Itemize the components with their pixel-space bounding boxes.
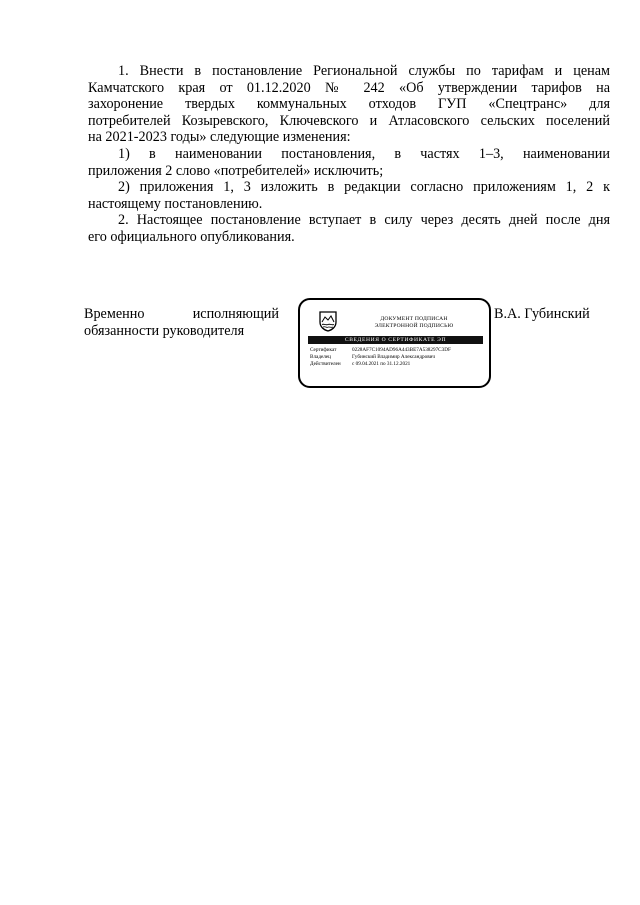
- stamp-row-key: Владелец: [310, 354, 331, 361]
- stamp-certificate-bar: СВЕДЕНИЯ О СЕРТИФИКАТЕ ЭП: [308, 336, 483, 344]
- paragraph-subitem-1: [88, 146, 610, 179]
- document-body: [88, 63, 610, 246]
- stamp-row-value: с 09.04.2021 по 31.12.2021: [352, 361, 411, 368]
- paragraph-line: 2) приложения 1, 3 изложить в редакции согласно приложениям 1, 2 к: [118, 179, 610, 196]
- paragraph-line: настоящему постановлению.: [88, 195, 263, 212]
- stamp-row-key: Сертификат: [310, 347, 337, 353]
- paragraph-subitem-2: [88, 179, 610, 212]
- paragraph-line: 2. Настоящее постановление вступает в силу через десять дней после дня: [118, 212, 610, 229]
- signer-name: В.А. Губинский: [494, 306, 590, 322]
- paragraph-line: Камчатского края от 01.12.2020 № 242 «Об утверждении тарифов на: [88, 79, 610, 96]
- stamp-certificate-details: [310, 347, 451, 369]
- signer-position-line: Временно исполняющий: [84, 306, 279, 322]
- paragraph-item-2: [88, 212, 610, 245]
- paragraph-line: 1) в наименовании постановления, в частях 1–3, наименовании: [118, 145, 610, 162]
- paragraph-item-1: [88, 63, 610, 146]
- stamp-row-value: 0228AF7C1094AD96A443BE7A538297C3DF: [352, 347, 451, 353]
- coat-of-arms-icon: [318, 310, 338, 332]
- paragraph-line: захоронение твердых коммунальных отходов ГУП «Спецтранс» для: [88, 96, 610, 113]
- paragraph-line: 1. Внести в постановление Региональной службы по тарифам и ценам: [118, 63, 610, 79]
- paragraph-line: на 2021-2023 годы» следующие изменения:: [88, 129, 351, 146]
- stamp-row-key: Действителен: [310, 361, 341, 368]
- stamp-row: [310, 361, 451, 368]
- stamp-header: [354, 316, 474, 330]
- signer-position: [84, 306, 279, 340]
- stamp-header-line: ЭЛЕКТРОННОЙ ПОДПИСЬЮ: [374, 323, 454, 329]
- paragraph-line: его официального опубликования.: [88, 228, 295, 245]
- stamp-header-line: ДОКУМЕНТ ПОДПИСАН: [380, 316, 448, 322]
- paragraph-line: приложения 2 слово «потребителей» исключить;: [88, 162, 384, 179]
- paragraph-line: потребителей Козыревского, Ключевского и Атласовского сельских поселений: [88, 112, 610, 129]
- stamp-row-value: Губинский Владимир Александрович: [352, 354, 436, 361]
- electronic-signature-stamp: [298, 298, 491, 388]
- signer-position-line: обязанности руководителя: [84, 323, 245, 339]
